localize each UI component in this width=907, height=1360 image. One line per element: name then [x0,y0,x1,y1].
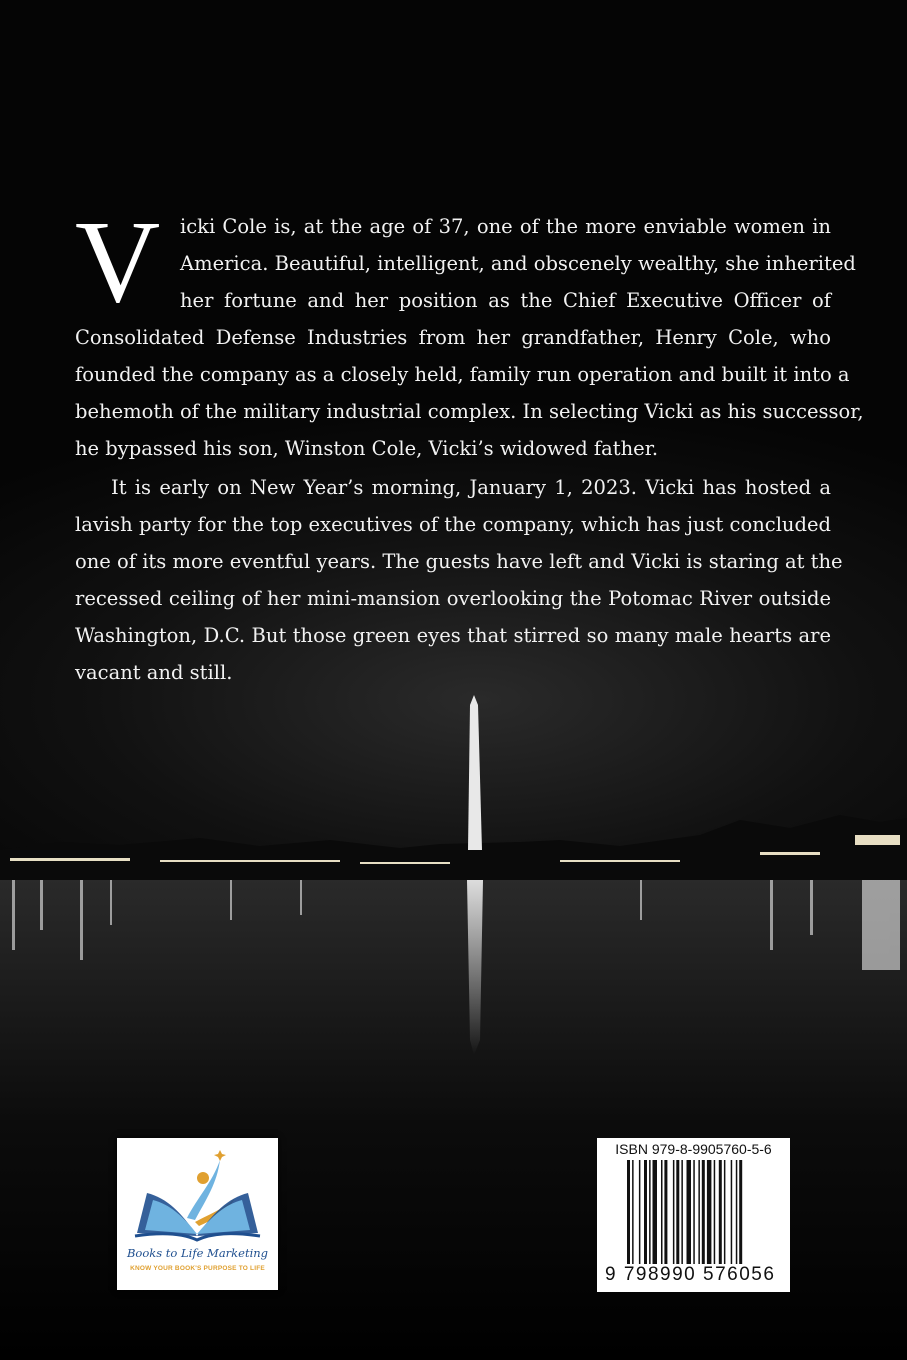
barcode-bar [627,1160,630,1264]
barcode-bars [627,1160,777,1278]
paragraph-1 [75,196,864,467]
monument [468,695,482,850]
barcode-bar [676,1160,679,1264]
paragraph-2 [75,469,843,691]
barcode-bar [693,1160,695,1264]
blurb-text [75,196,864,691]
barcode-bar [681,1160,683,1264]
text-line: he bypassed his son, Winston Cole, Vicki’s widowed father. [75,437,659,460]
barcode-bar [724,1160,726,1264]
drop-cap: V [75,196,161,327]
publisher-logo [117,1138,278,1290]
barcode-bar [736,1160,738,1264]
barcode-bar [632,1160,634,1264]
isbn-label: ISBN 979-8-9905760-5-6 [615,1141,772,1157]
text-line: one of its more eventful years. The guests have left and Vicki is staring at the [75,550,843,573]
barcode-bar [673,1160,675,1264]
barcode-bar [698,1160,700,1264]
open-book-icon [117,1138,278,1248]
text-line: Consolidated Defense Industries from her grandfather, Henry Cole, who [75,326,831,349]
barcode-bar [719,1160,722,1264]
text-line: her fortune and her position as the Chief Executive Officer of [180,289,831,312]
text-line: icki Cole is, at the age of 37, one of the more enviable women in [180,215,831,238]
text-line: It is early on New Year’s morning, January 1, 2023. Vicki has hosted a [111,476,831,499]
text-line: recessed ceiling of her mini-mansion overlooking the Potomac River outside [75,587,831,610]
barcode-bar [687,1160,692,1264]
barcode-bar [653,1160,658,1264]
text-line: Washington, D.C. But those green eyes that stirred so many male hearts are [75,624,831,647]
text-line: America. Beautiful, intelligent, and obscenely wealthy, she inherited [180,252,856,275]
barcode-bar [644,1160,647,1264]
barcode-bar [702,1160,705,1264]
barcode-bar [714,1160,716,1264]
isbn-barcode [597,1138,790,1292]
barcode-bar [661,1160,663,1264]
barcode-digits: 9 798990 576056 [605,1264,776,1285]
text-line: lavish party for the top executives of the company, which has just concluded [75,513,831,536]
barcode-bar [639,1160,641,1264]
barcode-bar [707,1160,712,1264]
text-line: vacant and still. [75,661,233,684]
barcode-bar [739,1160,742,1264]
text-line: founded the company as a closely held, family run operation and built it into a [75,363,850,386]
logo-tagline: KNOW YOUR BOOK'S PURPOSE TO LIFE [130,1265,265,1272]
barcode-bar [731,1160,733,1264]
barcode-bar [649,1160,651,1264]
text-line: behemoth of the military industrial complex. In selecting Vicki as his successor, [75,400,864,423]
logo-name: Books to Life Marketing [126,1246,269,1260]
barcode-bar [664,1160,667,1264]
